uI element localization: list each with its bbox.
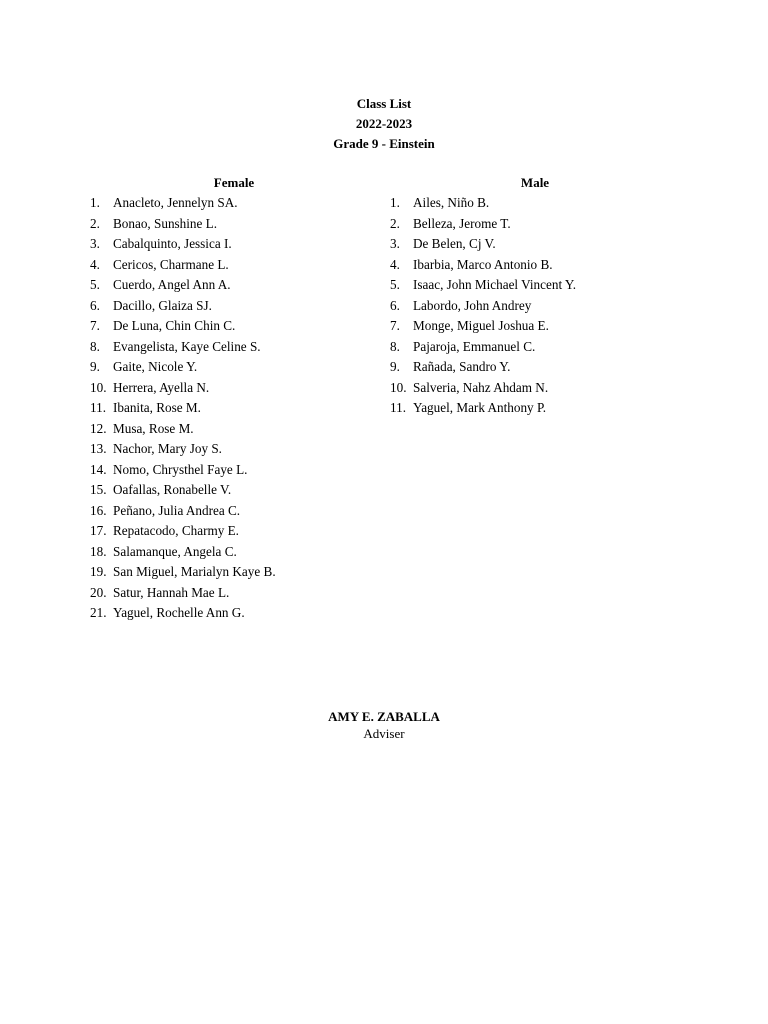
list-item-number: 5. bbox=[90, 277, 100, 292]
list-item-number: 12. bbox=[90, 420, 107, 436]
list-item-number: 20. bbox=[90, 584, 107, 600]
student-name: Anacleto, Jennelyn SA. bbox=[113, 195, 238, 210]
student-name: Belleza, Jerome T. bbox=[413, 215, 511, 231]
student-name: Nachor, Mary Joy S. bbox=[113, 441, 222, 456]
list-item bbox=[390, 357, 690, 378]
list-item-number: 16. bbox=[90, 502, 107, 518]
list-item-number: 2. bbox=[90, 215, 100, 231]
list-item bbox=[90, 603, 380, 624]
student-name: Ibarbia, Marco Antonio B. bbox=[413, 256, 553, 272]
student-name: De Luna, Chin Chin C. bbox=[113, 318, 236, 333]
student-name: Salveria, Nahz Ahdam N. bbox=[413, 379, 549, 395]
list-item bbox=[90, 439, 380, 460]
student-name: Yaguel, Rochelle Ann G. bbox=[113, 605, 245, 620]
list-item bbox=[90, 398, 380, 419]
list-item-number: 10. bbox=[90, 379, 107, 395]
student-name: Gaite, Nicole Y. bbox=[113, 359, 198, 374]
student-name: Cuerdo, Angel Ann A. bbox=[113, 277, 231, 292]
male-column bbox=[390, 173, 690, 419]
list-item bbox=[90, 501, 380, 522]
student-name: Ibanita, Rose M. bbox=[113, 400, 201, 415]
student-name: San Miguel, Marialyn Kaye B. bbox=[113, 564, 276, 579]
list-item bbox=[90, 214, 380, 235]
document-header bbox=[0, 94, 768, 154]
list-item-number: 14. bbox=[90, 461, 107, 477]
list-item-number: 11. bbox=[90, 400, 106, 415]
list-item bbox=[390, 296, 690, 317]
list-item-number: 4. bbox=[390, 256, 400, 272]
list-item-number: 13. bbox=[90, 441, 107, 456]
list-item bbox=[90, 542, 380, 563]
list-item-number: 1. bbox=[390, 195, 400, 210]
student-name: Cericos, Charmane L. bbox=[113, 256, 229, 272]
list-item-number: 5. bbox=[390, 277, 400, 292]
list-item bbox=[90, 562, 380, 583]
male-student-list bbox=[390, 193, 690, 419]
list-item-number: 7. bbox=[90, 318, 100, 333]
list-item bbox=[390, 378, 690, 399]
student-name: Nomo, Chrysthel Faye L. bbox=[113, 461, 248, 477]
list-item-number: 4. bbox=[90, 256, 100, 272]
list-item bbox=[90, 255, 380, 276]
document-title: Class List bbox=[356, 96, 412, 111]
adviser-name: AMY E. ZABALLA bbox=[328, 709, 440, 724]
student-name: Dacillo, Glaiza SJ. bbox=[113, 297, 212, 313]
school-year: 2022-2023 bbox=[355, 116, 413, 131]
list-item-number: 6. bbox=[390, 297, 400, 313]
list-item bbox=[390, 316, 690, 337]
list-item-number: 3. bbox=[90, 236, 100, 251]
list-item-number: 11. bbox=[390, 400, 406, 415]
student-name: Herrera, Ayella N. bbox=[113, 379, 210, 395]
student-name: Cabalquinto, Jessica I. bbox=[113, 236, 232, 251]
list-item bbox=[90, 296, 380, 317]
list-item bbox=[90, 193, 380, 214]
list-item-number: 3. bbox=[390, 236, 400, 251]
female-column bbox=[90, 173, 380, 624]
student-name: Monge, Miguel Joshua E. bbox=[413, 318, 549, 333]
list-item bbox=[90, 316, 380, 337]
list-item-number: 1. bbox=[90, 195, 100, 210]
list-item bbox=[90, 234, 380, 255]
student-name: Oafallas, Ronabelle V. bbox=[113, 482, 232, 497]
student-name: Bonao, Sunshine L. bbox=[113, 215, 218, 231]
list-item-number: 9. bbox=[90, 359, 100, 374]
list-item bbox=[90, 337, 380, 358]
list-item-number: 7. bbox=[390, 318, 400, 333]
list-item bbox=[390, 193, 690, 214]
list-item bbox=[390, 255, 690, 276]
list-item bbox=[90, 357, 380, 378]
student-name: Rañada, Sandro Y. bbox=[413, 359, 511, 374]
student-name: Yaguel, Mark Anthony P. bbox=[413, 400, 547, 415]
list-item bbox=[90, 419, 380, 440]
list-item bbox=[90, 460, 380, 481]
list-item bbox=[390, 234, 690, 255]
list-item-number: 18. bbox=[90, 543, 107, 559]
female-heading: Female bbox=[213, 175, 255, 190]
list-item bbox=[90, 521, 380, 542]
adviser-title: Adviser bbox=[363, 726, 405, 741]
list-item-number: 17. bbox=[90, 523, 107, 538]
list-item bbox=[90, 378, 380, 399]
list-item bbox=[90, 275, 380, 296]
student-name: Isaac, John Michael Vincent Y. bbox=[413, 277, 577, 292]
student-name: Salamanque, Angela C. bbox=[113, 543, 237, 559]
student-name: Musa, Rose M. bbox=[113, 420, 194, 436]
list-item-number: 10. bbox=[390, 379, 407, 395]
list-item-number: 8. bbox=[90, 338, 100, 354]
list-item-number: 9. bbox=[390, 359, 400, 374]
list-item bbox=[390, 275, 690, 296]
student-name: Repatacodo, Charmy E. bbox=[113, 523, 239, 538]
student-name: Peñano, Julia Andrea C. bbox=[113, 502, 241, 518]
male-heading: Male bbox=[520, 175, 550, 190]
list-item bbox=[390, 398, 690, 419]
list-item bbox=[90, 480, 380, 501]
student-name: Pajaroja, Emmanuel C. bbox=[413, 338, 536, 354]
student-name: Satur, Hannah Mae L. bbox=[113, 584, 230, 600]
list-item-number: 15. bbox=[90, 482, 107, 497]
section-name: Grade 9 - Einstein bbox=[333, 136, 435, 151]
student-name: De Belen, Cj V. bbox=[413, 236, 496, 251]
list-item-number: 21. bbox=[90, 605, 107, 620]
female-student-list bbox=[90, 193, 380, 624]
list-item-number: 2. bbox=[390, 215, 400, 231]
student-name: Labordo, John Andrey bbox=[413, 297, 532, 313]
list-item bbox=[90, 583, 380, 604]
list-item bbox=[390, 337, 690, 358]
list-item-number: 8. bbox=[390, 338, 400, 354]
student-name: Ailes, Niño B. bbox=[413, 195, 490, 210]
student-name: Evangelista, Kaye Celine S. bbox=[113, 338, 261, 354]
list-item-number: 6. bbox=[90, 297, 100, 313]
list-item bbox=[390, 214, 690, 235]
list-item-number: 19. bbox=[90, 564, 107, 579]
signature-block bbox=[0, 707, 768, 741]
